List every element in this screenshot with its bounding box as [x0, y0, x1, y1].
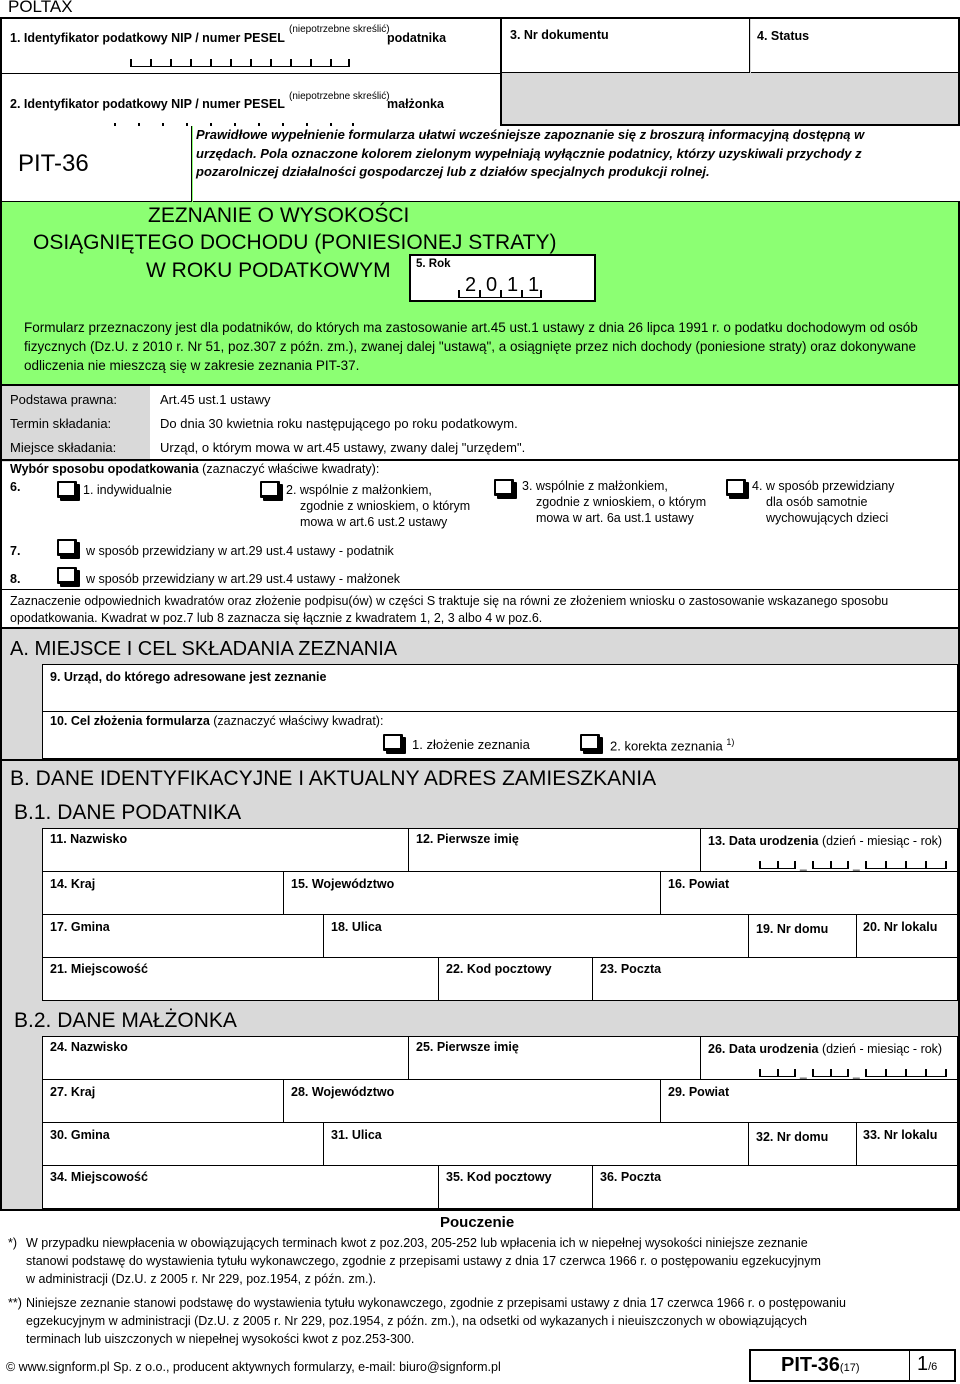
- field-21[interactable]: [42, 957, 439, 1001]
- field-7-label: w sposób przewidziany w art.29 ust.4 ustawy - podatnik: [86, 544, 394, 558]
- field-11[interactable]: [42, 828, 409, 872]
- footer-code-box: [749, 1349, 956, 1382]
- field-19-label: 19. Nr domu: [756, 922, 829, 936]
- field-14[interactable]: [42, 871, 284, 915]
- field-4-label: 4. Status: [757, 29, 810, 43]
- field-32[interactable]: [748, 1122, 857, 1166]
- field-8-label: w sposób przewidziany w art.29 ust.4 ustawy - małżonek: [86, 572, 401, 586]
- taxation-option-3-label: mowa w art. 6a ust.1 ustawy: [536, 511, 694, 525]
- field-25-label: 25. Pierwsze imię: [416, 1040, 519, 1054]
- footer-form-code: [781, 1354, 859, 1377]
- date-comb-year: [865, 861, 947, 869]
- filing-option-1-label: 1. złożenie zeznania: [412, 737, 530, 752]
- field-31-label: 31. Ulica: [331, 1128, 382, 1142]
- field-12[interactable]: [408, 828, 701, 872]
- field-13-label: [708, 834, 942, 848]
- taxation-note: Zaznaczenie odpowiednich kwadratów oraz złożenie podpisu(ów) w części S traktuje się na równi ze złożeniem wniosku o zastosowanie wskazanego sposobu opodatkowania. Kwadrat w poz.7 lub 8 zaznacza się łącznie z kwadratem 1, 2, 3 albo 4 w poz.6.: [10, 594, 889, 625]
- field-9-label: 9. Urząd, do którego adresowane jest zeznanie: [50, 670, 327, 684]
- field-23[interactable]: [592, 957, 958, 1001]
- instruction-1-line: W przypadku niewpłacenia w obowiązujących terminach kwot z poz.203, 205-252 lub wpłacenia ich w niepełnej wysokości niniejsze zeznanie: [26, 1236, 808, 1250]
- field-33[interactable]: [856, 1122, 958, 1166]
- field-28[interactable]: [283, 1079, 661, 1123]
- place-label: Miejsce składania:: [10, 440, 117, 455]
- field-21-label: 21. Miejscowość: [50, 962, 148, 976]
- instruction-title: Pouczenie: [440, 1214, 515, 1231]
- field-36[interactable]: [592, 1165, 958, 1209]
- taxation-title: [10, 462, 379, 476]
- date-comb-day: [759, 1069, 796, 1077]
- footer-divider: [909, 1351, 910, 1380]
- legal-block: [0, 386, 960, 462]
- field-1-suffix: podatnika: [387, 31, 447, 45]
- year-label: 5. Rok: [416, 258, 451, 270]
- taxation-option-4-label: dla osób samotnie: [766, 495, 868, 509]
- instruction-1-line: w administracji (Dz.U. z 2005 r. Nr 229, poz.1954, z późn. zm.).: [26, 1272, 377, 1286]
- date-comb-year: [865, 1069, 947, 1077]
- doc-title: POLTAX: [8, 0, 73, 16]
- year-box[interactable]: [409, 254, 596, 302]
- date-separator: _: [800, 1065, 807, 1079]
- field-1-label: 1. Identyfikator podatkowy NIP / numer PESEL: [10, 31, 285, 45]
- taxation-option-1-label: 1. indywidualnie: [83, 483, 172, 497]
- form-code: PIT-36: [18, 150, 89, 177]
- field-3[interactable]: [502, 19, 750, 73]
- field-8-checkbox[interactable]: [57, 567, 77, 584]
- header-block: [0, 17, 960, 126]
- date-comb-month: [812, 1069, 849, 1077]
- field-28-label: 28. Województwo: [291, 1085, 395, 1099]
- field-35[interactable]: [438, 1165, 593, 1209]
- footer-page: [917, 1353, 937, 1376]
- field-13-note: (dzień - miesiąc - rok): [821, 834, 943, 848]
- field-29[interactable]: [660, 1079, 958, 1123]
- field-16[interactable]: [660, 871, 958, 915]
- field-29-label: 29. Powiat: [668, 1085, 730, 1099]
- field-7-number: 7.: [10, 544, 21, 558]
- field-2-label: 2. Identyfikator podatkowy NIP / numer PESEL: [10, 97, 285, 111]
- date-comb-day: [759, 861, 796, 869]
- field-36-label: 36. Poczta: [600, 1170, 662, 1184]
- field-10-label-text: 10. Cel złożenia formularza: [50, 714, 210, 728]
- filing-option-2-text: 2. korekta zeznania: [610, 738, 723, 754]
- taxation-title-note: (zaznaczyć właściwe kwadraty):: [202, 462, 380, 476]
- field-30[interactable]: [42, 1122, 324, 1166]
- section-a: [0, 629, 960, 761]
- taxation-title-text: Wybór sposobu opodatkowania: [10, 462, 199, 476]
- field-8-number: 8.: [10, 572, 21, 586]
- field-10-note: (zaznaczyć właściwy kwadrat):: [213, 714, 384, 728]
- field-26-label: [708, 1042, 942, 1056]
- taxation-option-3-label: zgodnie z wnioskiem, o którym: [536, 495, 707, 509]
- field-27-label: 27. Kraj: [50, 1085, 96, 1099]
- field-10-label: [50, 714, 383, 728]
- field-22-label: 22. Kod pocztowy: [446, 962, 552, 976]
- filing-option-1-checkbox[interactable]: [383, 734, 403, 751]
- intro-note-box: [193, 126, 960, 202]
- title-line-2: OSIĄGNIĘTEGO DOCHODU (PONIESIONEJ STRATY): [33, 231, 557, 254]
- instruction-1-mark: *): [8, 1236, 18, 1250]
- deadline-label: Termin składania:: [10, 416, 112, 431]
- year-digit: 1: [528, 274, 540, 296]
- field-23-label: 23. Poczta: [600, 962, 662, 976]
- footer-copyright: © www.signform.pl Sp. z o.o., producent aktywnych formularzy, e-mail: biuro@signform.pl: [6, 1360, 501, 1374]
- deadline-value: Do dnia 30 kwietnia roku następującego po roku podatkowym.: [160, 416, 518, 431]
- date-separator: _: [800, 857, 807, 871]
- title-line-3: W ROKU PODATKOWYM: [146, 259, 391, 282]
- field-17-label: 17. Gmina: [50, 920, 110, 934]
- field-2-suffix: małżonka: [387, 97, 444, 111]
- footer-page-total: /6: [928, 1361, 938, 1373]
- taxation-option-3-checkbox[interactable]: [494, 479, 514, 496]
- field-13-label-text: 13. Data urodzenia: [708, 834, 819, 848]
- footer-page-number: 1: [917, 1353, 929, 1375]
- field-20-label: 20. Nr lokalu: [863, 920, 938, 934]
- filing-option-2-label: [610, 737, 734, 753]
- field-1-note: (niepotrzebne skreślić): [289, 24, 390, 35]
- field-10: [42, 711, 958, 759]
- purpose-text: Formularz przeznaczony jest dla podatników, do których ma zastosowanie art.45 ust.1 ustawy z dnia 26 lipca 1991 r. o podatku dochodowym od osób fizycznych (Dz.U. z 2010 r. Nr 51, poz.307 z późn. zm.), zwanej dalej "ustawą", a osiągnięte przez nich dochody (poniesione straty) oraz dokonywane odliczenia nie mieszczą się w zakresie zeznania PIT-37.: [24, 320, 918, 373]
- year-digit: 2: [465, 274, 477, 296]
- place-value: Urząd, o którym mowa w art.45 ustawy, zwany dalej "urzędem".: [160, 440, 526, 455]
- instruction-2-line: egzekucyjnym w administracji (Dz.U. z 2005 r. Nr 229, poz.1954, z późn. zm.), na odsetki od wykazanych i nieuiszczonych w obowiązujących: [26, 1314, 807, 1328]
- field-34-label: 34. Miejscowość: [50, 1170, 148, 1184]
- taxation-option-1-checkbox[interactable]: [57, 481, 77, 498]
- section-b2-title: B.2. DANE MAŁŻONKA: [14, 1009, 237, 1032]
- taxation-note-box: [2, 589, 958, 627]
- field-35-label: 35. Kod pocztowy: [446, 1170, 552, 1184]
- field-18[interactable]: [323, 914, 749, 958]
- field-12-label: 12. Pierwsze imię: [416, 832, 519, 846]
- field-22[interactable]: [438, 957, 593, 1001]
- section-a-title: A. MIEJSCE I CEL SKŁADANIA ZEZNANIA: [10, 638, 398, 660]
- section-b-title: B. DANE IDENTYFIKACYJNE I AKTUALNY ADRES ZAMIESZKANIA: [10, 767, 657, 790]
- field-25[interactable]: [408, 1036, 701, 1080]
- field-6-number: 6.: [10, 480, 21, 494]
- field-13[interactable]: [700, 828, 958, 872]
- instruction-2-line: terminach lub uiszczonych w niepełnej wysokości kwot z poz.253-300.: [26, 1332, 415, 1346]
- field-15[interactable]: [283, 871, 661, 915]
- legal-basis-label: Podstawa prawna:: [10, 392, 117, 407]
- field-34[interactable]: [42, 1165, 439, 1209]
- field-27[interactable]: [42, 1079, 284, 1123]
- field-26[interactable]: [700, 1036, 958, 1080]
- legal-basis-value: Art.45 ust.1 ustawy: [160, 392, 271, 407]
- field-33-label: 33. Nr lokalu: [863, 1128, 938, 1142]
- taxation-option-2-label: mowa w art.6 ust.2 ustawy: [300, 515, 448, 529]
- field-24[interactable]: [42, 1036, 409, 1080]
- instruction-1-line: stanowi podstawę do wystawienia tytułu wykonawczego, zgodnie z przepisami ustawy z dnia 17 czerwca 1966 r. o postępowaniu egzekucyjnym: [26, 1254, 821, 1268]
- filing-option-2-checkbox[interactable]: [580, 734, 600, 751]
- year-digit: 0: [486, 274, 498, 296]
- intro-block: [0, 126, 960, 386]
- section-b: [0, 761, 960, 1211]
- field-2[interactable]: [2, 75, 500, 126]
- taxation-option-3-label: 3. wspólnie z małżonkiem,: [522, 479, 668, 493]
- date-comb-month: [812, 861, 849, 869]
- field-7-checkbox[interactable]: [57, 539, 77, 556]
- taxation-block: [0, 459, 960, 629]
- year-digit: 1: [507, 274, 519, 296]
- field-17[interactable]: [42, 914, 324, 958]
- field-30-label: 30. Gmina: [50, 1128, 110, 1142]
- section-b1-title: B.1. DANE PODATNIKA: [14, 801, 242, 824]
- field-4[interactable]: [751, 19, 958, 73]
- instruction-2-mark: **): [8, 1296, 22, 1310]
- taxation-option-4-label: wychowujących dzieci: [766, 511, 889, 525]
- field-24-label: 24. Nazwisko: [50, 1040, 128, 1054]
- footer-version: (17): [839, 1362, 860, 1374]
- field-1[interactable]: [2, 19, 500, 74]
- form-code-box: [2, 126, 192, 202]
- field-18-label: 18. Ulica: [331, 920, 382, 934]
- taxation-option-4-checkbox[interactable]: [726, 479, 746, 496]
- field-2-note: (niepotrzebne skreślić): [289, 91, 390, 102]
- field-11-label: 11. Nazwisko: [50, 832, 128, 846]
- field-14-label: 14. Kraj: [50, 877, 96, 891]
- field-3-label: 3. Nr dokumentu: [510, 28, 609, 42]
- field-31[interactable]: [323, 1122, 749, 1166]
- field-9[interactable]: [42, 664, 958, 712]
- date-separator: _: [853, 857, 860, 871]
- field-26-note: (dzień - miesiąc - rok): [821, 1042, 943, 1056]
- field-20[interactable]: [856, 914, 958, 958]
- instruction-2-line: Niniejsze zeznanie stanowi podstawę do wystawienia tytułu wykonawczego, zgodnie z przepisami ustawy z dnia 17 czerwca 1966 r. o postępowaniu: [26, 1296, 846, 1310]
- field-19[interactable]: [748, 914, 857, 958]
- taxation-option-4-label: 4. w sposób przewidziany: [752, 479, 895, 493]
- field-26-label-text: 26. Data urodzenia: [708, 1042, 819, 1056]
- field-16-label: 16. Powiat: [668, 877, 730, 891]
- footer-code-text: PIT-36: [781, 1354, 840, 1376]
- field-15-label: 15. Województwo: [291, 877, 395, 891]
- taxation-option-2-checkbox[interactable]: [260, 481, 280, 498]
- intro-note: Prawidłowe wypełnienie formularza ułatwi wcześniejsze zapoznanie się z broszurą informacyjną dostępną w urzędach. Pola oznaczone kolorem zielonym wypełniają wyłącznie podatnicy, którzy uzyskiwali przychody z pozarolniczej działalności gospodarczej lub z działów specjalnych produkcji rolnej.: [196, 127, 865, 179]
- date-separator: _: [853, 1065, 860, 1079]
- taxation-option-2-label: 2. wspólnie z małżonkiem,: [286, 483, 432, 497]
- taxation-option-2-label: zgodnie z wnioskiem, o którym: [300, 499, 471, 513]
- title-line-1: ZEZNANIE O WYSOKOŚCI: [148, 204, 410, 227]
- nip-comb-1: [130, 59, 350, 67]
- identifier-area: [2, 19, 502, 126]
- footnote-marker: 1): [726, 737, 735, 747]
- field-32-label: 32. Nr domu: [756, 1130, 829, 1144]
